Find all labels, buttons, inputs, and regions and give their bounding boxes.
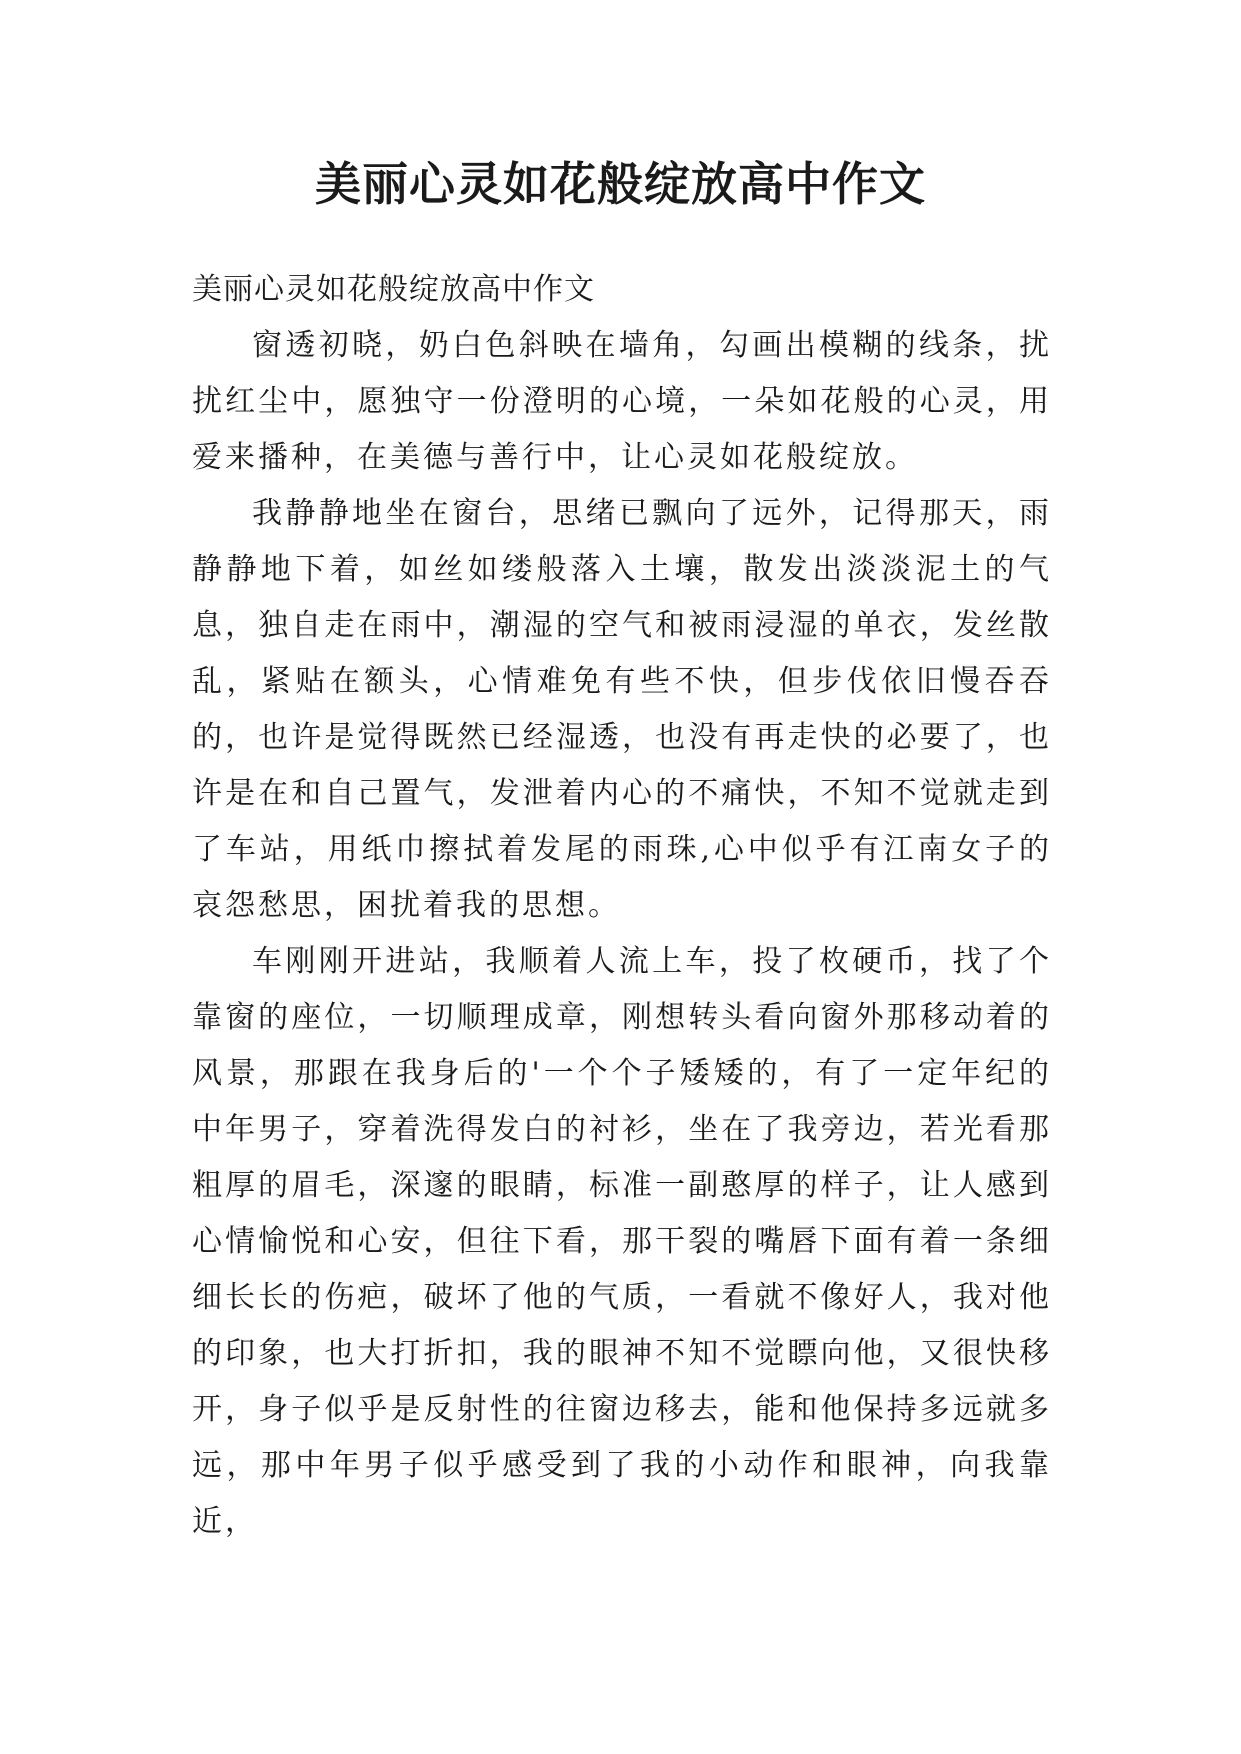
document-body bbox=[192, 262, 1052, 1550]
document-subtitle: 美丽心灵如花般绽放高中作文 bbox=[192, 272, 595, 307]
paragraph: 我静静地坐在窗台，思绪已飘向了远外，记得那天，雨静静地下着，如丝如缕般落入土壤，散发出淡淡泥土的气息，独自走在雨中，潮湿的空气和被雨浸湿的单衣，发丝散乱，紧贴在额头，心情难免有些不快，但步伐依旧慢吞吞的，也许是觉得既然已经湿透，也没有再走快的必要了，也许是在和自己置气，发泄着内心的不痛快，不知不觉就走到了车站，用纸巾擦拭着发尾的雨珠,心中似乎有江南女子的哀怨愁思，困扰着我的思想。 bbox=[192, 496, 1052, 923]
paragraph: 窗透初晓，奶白色斜映在墙角，勾画出模糊的线条，扰扰红尘中，愿独守一份澄明的心境，一朵如花般的心灵，用爱来播种，在美德与善行中，让心灵如花般绽放。 bbox=[192, 328, 1052, 475]
document-title: 美丽心灵如花般绽放高中作文 bbox=[315, 157, 926, 211]
paragraph: 车刚刚开进站，我顺着人流上车，投了枚硬币，找了个靠窗的座位，一切顺理成章，刚想转头看向窗外那移动着的风景，那跟在我身后的'一个个子矮矮的，有了一定年纪的中年男子，穿着洗得发白的衬衫，坐在了我旁边，若光看那粗厚的眉毛，深邃的眼睛，标准一副憨厚的样子，让人感到心情愉悦和心安，但往下看，那干裂的嘴唇下面有着一条细细长长的伤疤，破坏了他的气质，一看就不像好人，我对他的印象，也大打折扣，我的眼神不知不觉瞟向他，又很快移开，身子似乎是反射性的往窗边移去，能和他保持多远就多远，那中年男子似乎感受到了我的小动作和眼神，向我靠近， bbox=[192, 944, 1052, 1539]
